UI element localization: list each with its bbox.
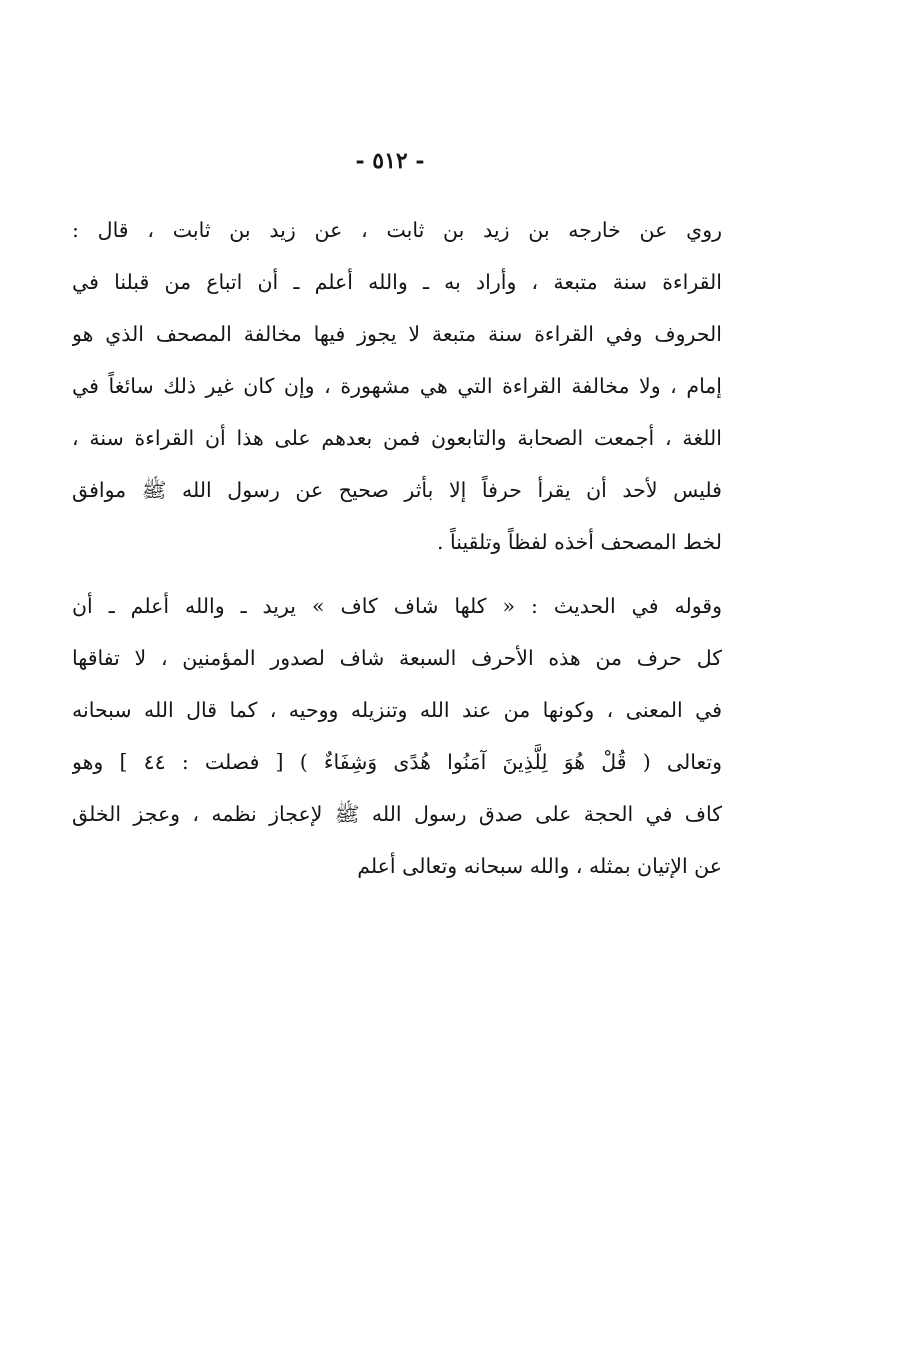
paragraph-1-line-5: اللغة ، أجمعت الصحابة والتابعون فمن بعدهم على هذا أن القراءة سنة ، [72, 426, 722, 450]
paragraph-1-line-7: لخط المصحف أخذه لفظاً وتلقيناً . [437, 530, 722, 554]
paragraph-1-line-1: روي عن خارجه بن زيد بن ثابت ، عن زيد بن ثابت ، قال : [72, 218, 722, 242]
page-number: - ٥١٢ - [355, 148, 425, 174]
paragraph-1-line-2: القراءة سنة متبعة ، وأراد به ـ والله أعلم ـ أن اتباع من قبلنا في [72, 270, 722, 294]
paragraph-1-line-4: إمام ، ولا مخالفة القراءة التي هي مشهورة ، وإن كان غير ذلك سائغاً في [72, 374, 722, 398]
paragraph-2-line-1: وقوله في الحديث : « كلها شاف كاف » يريد ـ والله أعلم ـ أن [72, 594, 722, 618]
paragraph-2-line-4: وتعالى ( قُلْ هُوَ لِلَّذِينَ آمَنُوا هُدًى وَشِفَاءٌ ) [ فصلت : ٤٤ ] وهو [72, 750, 722, 774]
paragraph-2-line-6: عن الإتيان بمثله ، والله سبحانه وتعالى أعلم [357, 854, 722, 878]
paragraph-1-line-6: فليس لأحد أن يقرأ حرفاً إلا بأثر صحيح عن رسول الله ﷺ موافق [72, 478, 722, 502]
paragraph-2-line-5: كاف في الحجة على صدق رسول الله ﷺ لإعجاز نظمه ، وعجز الخلق [72, 802, 722, 826]
paragraph-2-line-3: في المعنى ، وكونها من عند الله وتنزيله ووحيه ، كما قال الله سبحانه [72, 698, 722, 722]
paragraph-2-line-2: كل حرف من هذه الأحرف السبعة شاف لصدور المؤمنين ، لا تفاقها [72, 646, 722, 670]
paragraph-1-line-3: الحروف وفي القراءة سنة متبعة لا يجوز فيها مخالفة المصحف الذي هو [72, 322, 722, 346]
